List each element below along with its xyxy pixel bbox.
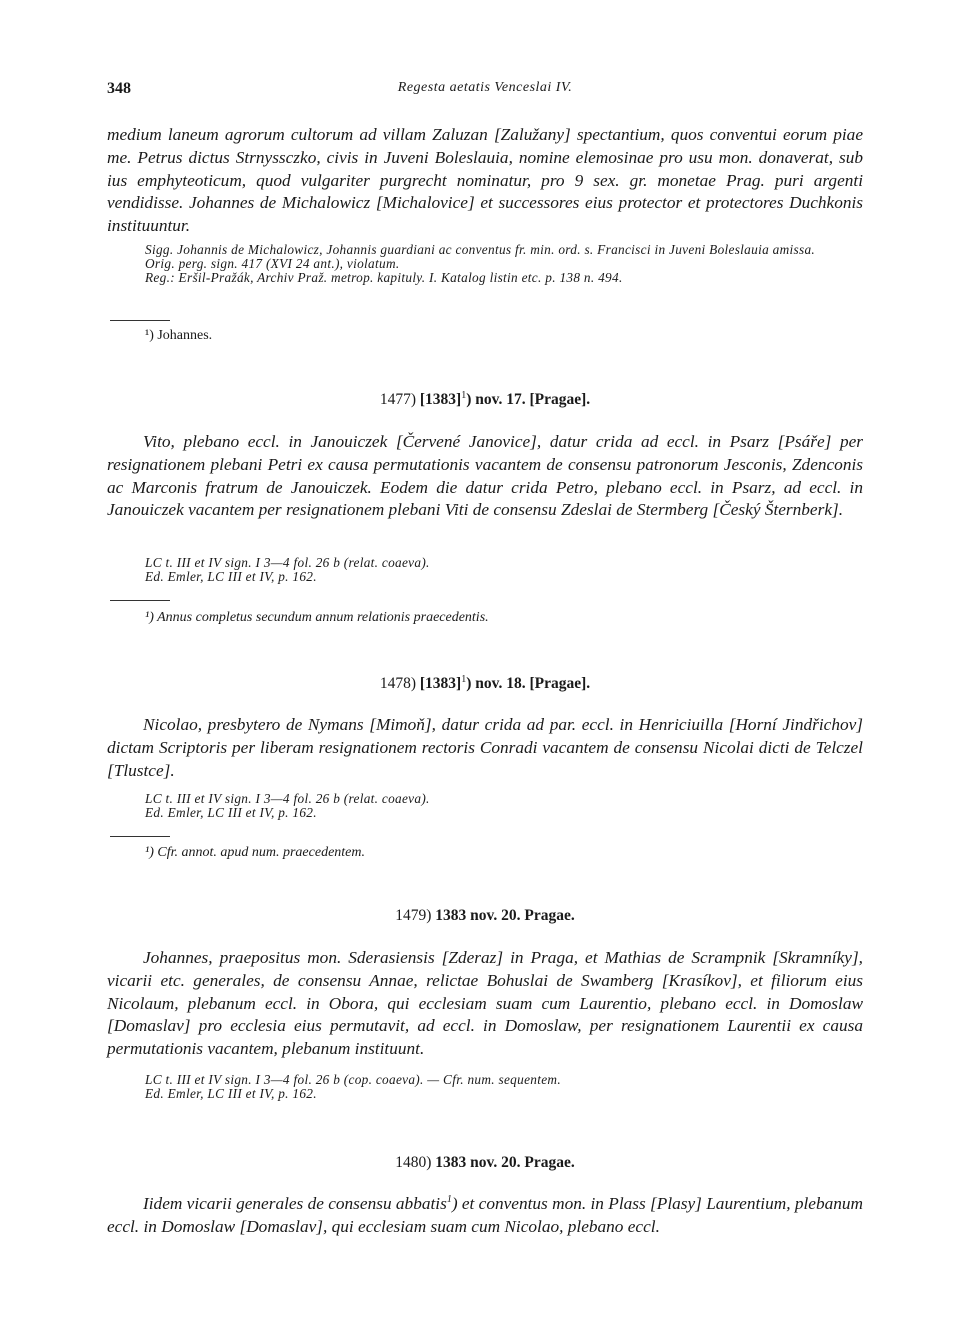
entry-footnote-1477 — [107, 610, 863, 626]
footnote-rule-1478 — [107, 836, 863, 837]
intro-footnote — [107, 328, 863, 344]
running-title: Regesta aetatis Venceslai IV. — [397, 80, 573, 95]
entry-paragraph-1480 — [107, 1193, 863, 1239]
entry-paragraph-1478 — [107, 714, 863, 782]
note-line: Ed. Emler, LC III et IV, p. 162. — [145, 1086, 317, 1101]
entry-heading-1479 — [107, 907, 863, 925]
entry-paragraph: Vito, plebano eccl. in Janouiczek [Červené Janovice], datur crida ad eccl. in Psarz [Psáře] per resignationem plebani Petri ex causa permutationis vacantem de consensu patronorum Jesconis, Zdenconis ac Marconis fratrum de Janouiczek. Eodem die datur crida Petro, plebano eccl. in Psarz, ad eccl. in Janouiczek vacantem per resignationem plebani Viti de consensu Zdeslai de Stermberg [Český Šternberk]. — [107, 432, 863, 520]
entry-paragraph: Iidem vicarii generales de consensu abbatis$^1$) et conventus mon. in Plass [Plasy] Laurentium, plebanum eccl. in Domoslaw [Domaslav], qui ecclesiam suam cum Nicolao, plebano eccl. — [107, 1194, 864, 1236]
entry-footnote-1478 — [107, 845, 863, 861]
entry-heading-1478 — [107, 675, 863, 693]
footnote: ¹) Annus completus secundum annum relationis praecedentis. — [145, 610, 489, 625]
note-line: LC t. III et IV sign. I 3—4 fol. 26 b (relat. coaeva). — [145, 555, 430, 570]
intro-block — [107, 124, 863, 238]
entry-heading-1477 — [107, 391, 863, 409]
footnote-rule-1477 — [107, 600, 863, 601]
entry-paragraph: Johannes, praepositus mon. Sderasiensis [Zderaz] in Praga, et Mathias de Scrampnik [Skramníky], vicarii etc. generales, de consensu Annae, relictae Bohuslai de Swamberg [Krasíkov], et filiorum eius Nicolaum, plebanum eccl. in Obora, qui ecclesiam suam cum Laurentio, plebano eccl. in Domoslaw [Domaslav] pro ecclesia eius permutavit, ad eccl. in Domoslaw, per resignationem Laurentii ex causa permutationis vacantem, plebanum instituunt. — [107, 948, 863, 1059]
note-line: Ed. Emler, LC III et IV, p. 162. — [145, 569, 317, 584]
note-line: Ed. Emler, LC III et IV, p. 162. — [145, 805, 317, 820]
intro-notes — [107, 243, 863, 285]
entry-paragraph-1479 — [107, 947, 863, 1061]
entry-heading: 1480) 1383 nov. 20. Pragae. — [395, 1154, 575, 1171]
entry-notes-1478 — [107, 792, 863, 820]
entry-heading: 1479) 1383 nov. 20. Pragae. — [395, 907, 575, 924]
note-line: LC t. III et IV sign. I 3—4 fol. 26 b (cop. coaeva). — Cfr. num. sequentem. — [145, 1072, 561, 1087]
intro-footnote-rule — [107, 320, 863, 321]
note-line: LC t. III et IV sign. I 3—4 fol. 26 b (relat. coaeva). — [145, 791, 430, 806]
entry-notes-1479 — [107, 1073, 863, 1101]
note-line: Reg.: Eršil-Pražák, Archiv Praž. metrop. kapituly. I. Katalog listin etc. p. 138 n. 494. — [145, 270, 623, 285]
note-line: Orig. perg. sign. 417 (XVI 24 ant.), violatum. — [145, 256, 400, 271]
page-number: 348 — [107, 80, 131, 97]
entry-notes-1477 — [107, 556, 863, 584]
page-header — [107, 80, 863, 104]
note-line: Sigg. Johannis de Michalowicz, Johannis guardiani ac conventus fr. min. ord. s. Francisci in Juveni Boleslauia amissa. — [145, 242, 816, 257]
page — [107, 80, 864, 1236]
footnote: ¹) Johannes. — [145, 328, 213, 343]
intro-paragraph: medium laneum agrorum cultorum ad villam Zaluzan [Zalužany] spectantium, quos conventui eorum piae me. Petrus dictus Strnyssczko, civis in Juveni Boleslauia, nomine elemosinae pro usu mon. donaverat, sub ius emphyteoticum, quod vulgariter purgrecht nominatur, pro 9 sex. gr. monetae Prag. puri argenti vendidisse. Johannes de Michalowicz [Michalovice] et successores eius protector et protectores Duchkonis instituuntur. — [107, 125, 863, 236]
entry-heading: 1478) $[1383]^1$) nov. 18. [Pragae]. — [379, 673, 591, 692]
entry-paragraph: Nicolao, presbytero de Nymans [Mimoň], datur crida ad par. eccl. in Henriciuilla [Horní Jindřichov] dictam Scriptoris per liberam resignationem rectoris Conradi vacantem de consensu Nicolai dicti de Telczel [Tlustce]. — [107, 715, 863, 780]
entry-paragraph-1477 — [107, 431, 863, 522]
entry-heading: 1477) $[1383]^1$) nov. 17. [Pragae]. — [379, 389, 591, 408]
entry-heading-1480 — [107, 1154, 863, 1172]
footnote: ¹) Cfr. annot. apud num. praecedentem. — [145, 845, 366, 860]
